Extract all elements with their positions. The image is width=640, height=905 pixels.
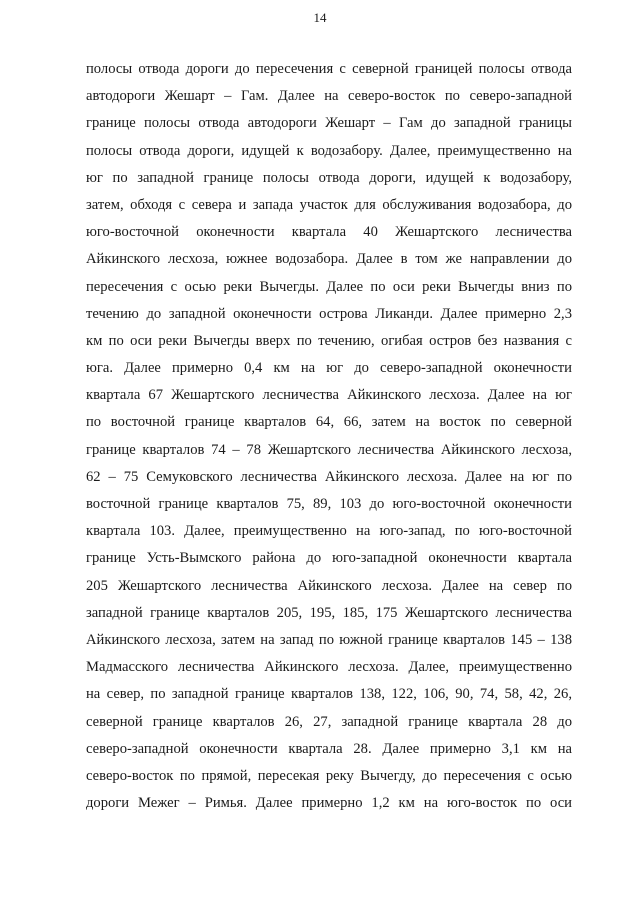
text-line: квартала 103. Далее, преимущественно на юго-запад, по юго-восточной [86, 523, 572, 540]
text-line: границе кварталов 74 – 78 Жешартского лесничества Айкинского лесхоза, [86, 441, 572, 458]
text-line: дороги Межег – Римья. Далее примерно 1,2 км на юго-восток по оси [86, 795, 572, 812]
text-line: границе полосы отвода автодороги Жешарт – Гам до западной границы [86, 115, 572, 132]
text-line: 62 – 75 Семуковского лесничества Айкинского лесхоза. Далее на юг по [86, 468, 572, 485]
text-line: пересечения с осью реки Вычегды. Далее по оси реки Вычегды вниз по [86, 278, 572, 295]
page-number: 14 [313, 10, 327, 25]
text-line: затем, обходя с севера и запада участок для обслуживания водозабора, до [86, 196, 572, 213]
text-line: по восточной границе кварталов 64, 66, затем на восток по северной [86, 414, 572, 431]
text-line: квартала 67 Жешартского лесничества Айкинского лесхоза. Далее на юг [86, 387, 572, 404]
text-line: юга. Далее примерно 0,4 км на юг до северо-западной оконечности [86, 360, 572, 377]
text-line: юг по западной границе полосы отвода дороги, идущей к водозабору, [86, 169, 572, 186]
text-line: северо-западной оконечности квартала 28. Далее примерно 3,1 км на [86, 740, 572, 757]
body-text [86, 56, 572, 817]
text-line: автодороги Жешарт – Гам. Далее на северо-восток по северо-западной [86, 88, 572, 105]
text-line: полосы отвода дороги до пересечения с северной границей полосы отвода [86, 61, 572, 77]
text-line: км по оси реки Вычегды вверх по течению, огибая остров без названия с [86, 332, 572, 349]
text-line: Мадмасского лесничества Айкинского лесхоза. Далее, преимущественно [86, 659, 572, 676]
text-line: границе Усть-Вымского района до юго-западной оконечности квартала [86, 550, 572, 567]
text-line: восточной границе кварталов 75, 89, 103 до юго-восточной оконечности [86, 496, 572, 512]
text-line: Айкинского лесхоза, южнее водозабора. Далее в том же направлении до [86, 251, 572, 268]
text-line: Айкинского лесхоза, затем на запад по южной границе кварталов 145 – 138 [86, 631, 572, 648]
text-line: течению до западной оконечности острова Ликанди. Далее примерно 2,3 [86, 305, 572, 322]
text-line: северо-восток по прямой, пересекая реку Вычегду, до пересечения с осью [86, 767, 572, 784]
text-line: на север, по западной границе кварталов 138, 122, 106, 90, 74, 58, 42, 26, [86, 686, 572, 703]
text-line: 205 Жешартского лесничества Айкинского лесхоза. Далее на север по [86, 577, 572, 594]
text-line: полосы отвода дороги, идущей к водозабору. Далее, преимущественно на [86, 142, 572, 159]
text-line: северной границе кварталов 26, 27, западной границе квартала 28 до [86, 713, 572, 730]
text-line: западной границе кварталов 205, 195, 185, 175 Жешартского лесничества [86, 604, 572, 621]
text-line: юго-восточной оконечности квартала 40 Жешартского лесничества [86, 224, 572, 241]
